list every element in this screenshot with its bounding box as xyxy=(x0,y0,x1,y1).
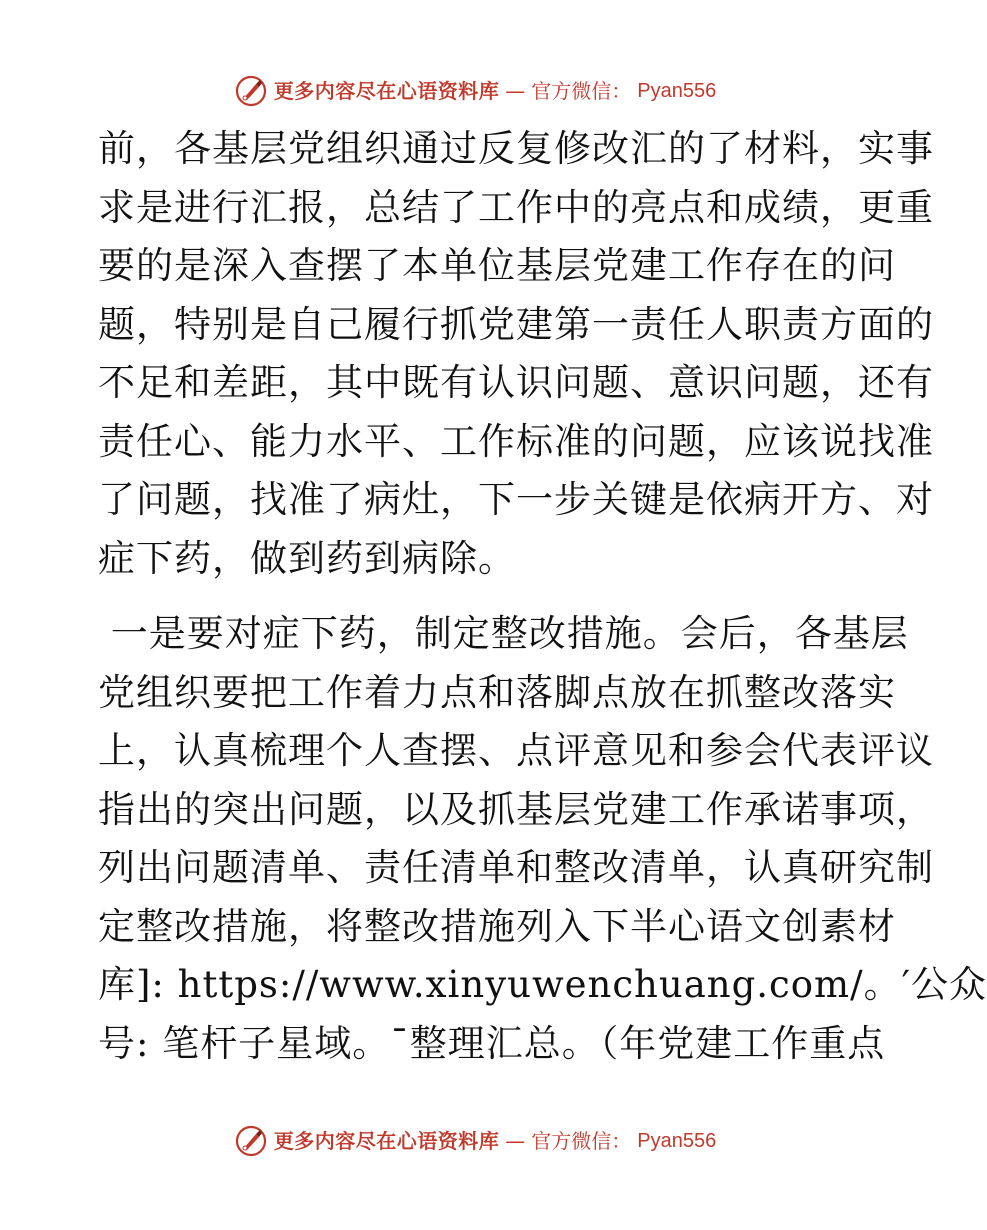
text-line: 求是进行汇报，总结了工作中的亮点和成绩，更重 xyxy=(98,185,934,229)
text-line: 题，特别是自己履行抓党建第一责任人职责方面的 xyxy=(98,302,934,346)
banner-contact-label: 官方微信： xyxy=(531,1129,632,1153)
footer-banner xyxy=(0,1124,950,1158)
document-body xyxy=(98,120,987,1073)
quill-pen-seal-icon xyxy=(234,1124,268,1158)
paragraph-2 xyxy=(98,605,987,1073)
url-text-line: 库]: https://www.xinyuwenchuang.com/。′公众 xyxy=(98,963,987,1006)
banner-contact-id: Pyan556 xyxy=(637,80,717,102)
banner-separator: — xyxy=(505,1129,526,1153)
text-line: 一是要对症下药，制定整改措施。会后，各基层 xyxy=(98,612,909,655)
paragraph-1 xyxy=(98,120,934,588)
text-line: 号: 笔杆子星域。¯整理汇总。（年党建工作重点 xyxy=(98,1021,886,1065)
text-line: 上，认真梳理个人查摆、点评意见和参会代表评议 xyxy=(98,729,934,772)
text-line: 定整改措施，将整改措施列入下半心语文创素材 xyxy=(98,904,896,948)
banner-separator: — xyxy=(505,79,526,103)
text-line: 了问题，找准了病灶，下一步关键是依病开方、对 xyxy=(98,478,934,521)
banner-brand-text: 更多内容尽在心语资料库 xyxy=(273,1129,500,1153)
text-line: 责任心、能力水平、工作标准的问题，应该说找准 xyxy=(98,419,934,463)
text-line: 前，各基层党组织通过反复修改汇的了材料，实事 xyxy=(98,127,934,170)
text-line: 症下药，做到药到病除。 xyxy=(98,536,516,580)
text-line: 指出的突出问题，以及抓基层党建工作承诺事项， xyxy=(98,787,934,831)
quill-pen-seal-icon xyxy=(234,74,268,108)
text-line: 党组织要把工作着力点和落脚点放在抓整改落实 xyxy=(98,670,896,714)
banner-contact-id: Pyan556 xyxy=(637,1130,717,1152)
text-line: 不足和差距，其中既有认识问题、意识问题，还有 xyxy=(98,361,934,404)
banner-brand-text: 更多内容尽在心语资料库 xyxy=(273,79,500,103)
paragraph-gap xyxy=(98,588,858,605)
text-line: 列出问题清单、责任清单和整改清单，认真研究制 xyxy=(98,846,934,889)
header-banner xyxy=(0,74,950,108)
text-line: 要的是深入查摆了本单位基层党建工作存在的问 xyxy=(98,244,896,287)
banner-contact-label: 官方微信： xyxy=(531,79,632,103)
